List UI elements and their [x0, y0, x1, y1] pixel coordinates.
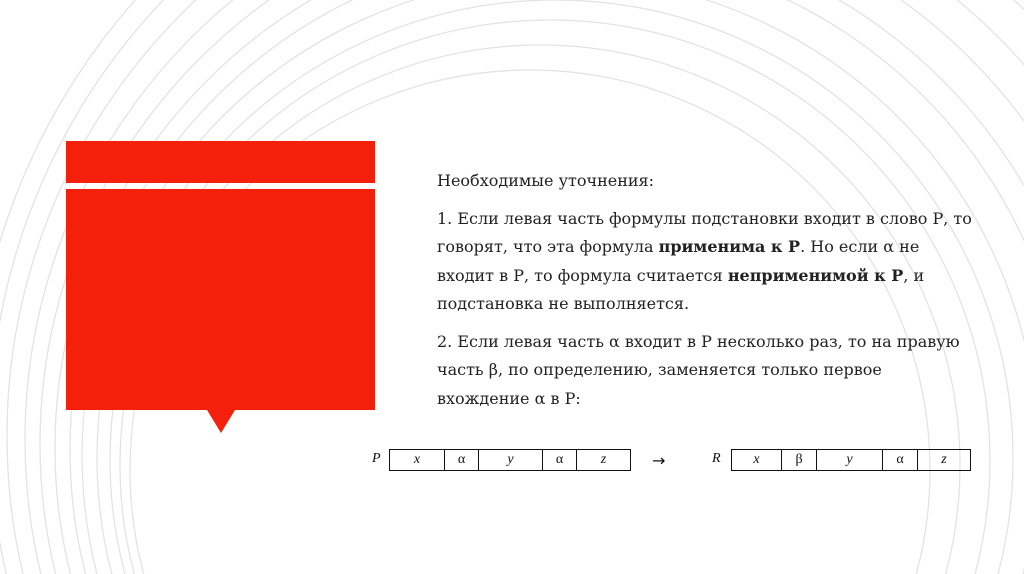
word-r-cell: β — [782, 450, 817, 470]
word-r-cell: α — [883, 450, 918, 470]
word-r-cell: y — [817, 450, 883, 470]
word-r-cell: z — [941, 452, 947, 467]
word-p-cell: x — [390, 450, 445, 470]
word-p-cells — [389, 449, 631, 471]
word-r-cells — [731, 449, 971, 471]
word-p-label: P — [372, 451, 381, 466]
term-applicable: применима к Р — [658, 237, 801, 256]
clarification-1 — [437, 205, 977, 319]
red-title-box — [66, 189, 375, 410]
red-pointer-triangle — [207, 410, 235, 433]
red-header-band — [66, 141, 375, 183]
term-not-applicable: неприменимой к Р — [727, 265, 904, 285]
clarification-1-part2: . Но если α не входит в Р, то формула считается — [437, 237, 920, 285]
word-r-cell: x — [732, 450, 782, 470]
clarification-1-part3: , и подстановка не выполняется. — [437, 265, 925, 313]
word-p-cell: z — [600, 452, 607, 467]
word-p-cell: y — [479, 450, 543, 470]
clarification-2: 2. Если левая часть α входит в Р несколько раз, то на правую часть β, по определению, заменяется только первое вхождение α в Р: — [437, 331, 960, 408]
arrow-icon: → — [652, 451, 666, 470]
intro-text: Необходимые уточнения: — [437, 171, 655, 190]
word-p-cell: α — [445, 450, 479, 470]
clarification-1-part1: 1. Если левая часть формулы подстановки входит в слово Р, то говорят, что эта формула — [437, 208, 972, 256]
word-p-cell: α — [543, 450, 577, 470]
slide-text — [437, 167, 977, 422]
word-r-label: R — [712, 451, 721, 466]
